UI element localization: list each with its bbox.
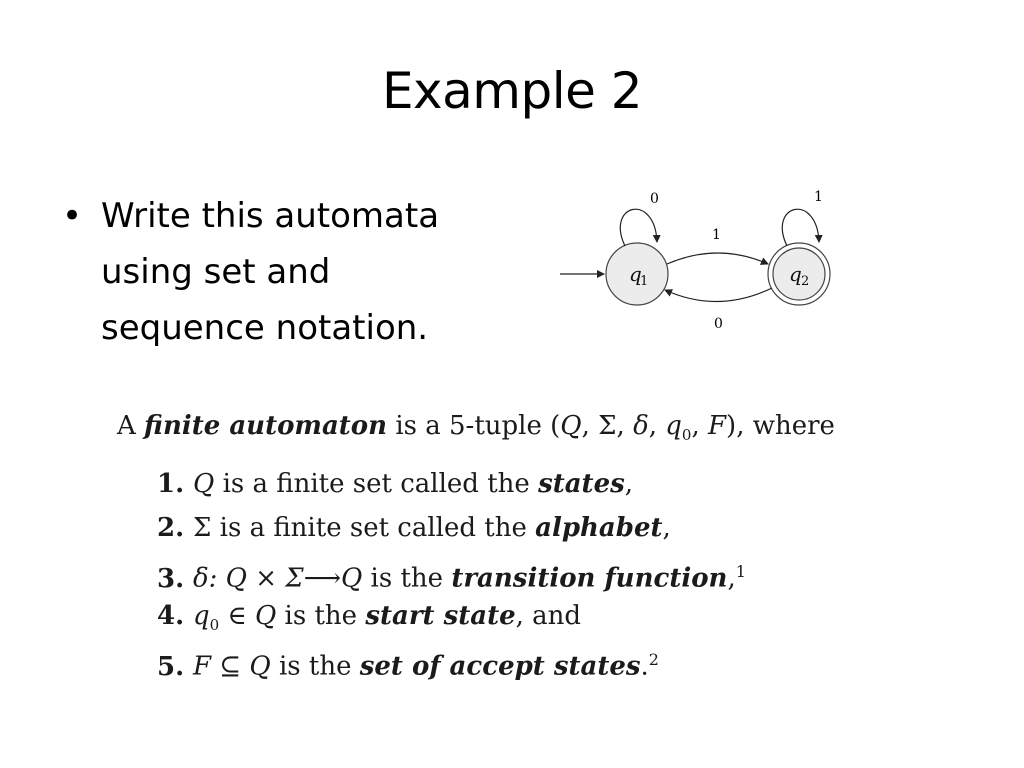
state-q2 xyxy=(768,243,830,305)
state-q1-label: q xyxy=(629,262,642,286)
intro-math: δ xyxy=(633,411,649,441)
item-term: states xyxy=(538,469,625,499)
item-text: is the xyxy=(362,563,452,594)
intro-math: q xyxy=(665,411,682,441)
item-text: is a finite set called the xyxy=(211,513,536,543)
item-math: q xyxy=(193,601,210,631)
item-number: 5. xyxy=(157,651,185,682)
item-number: 2. xyxy=(157,513,185,543)
item-math: δ xyxy=(193,563,209,594)
item-math: ∈ Q xyxy=(219,601,277,631)
intro-term: finite automaton xyxy=(144,411,388,441)
item-text: . xyxy=(640,651,649,682)
item-text: , xyxy=(662,513,671,543)
item-number: 4. xyxy=(157,601,185,631)
loop-q1-symbol: 0 xyxy=(650,191,659,207)
bullet-list xyxy=(58,188,498,356)
state-q2-subscript: 2 xyxy=(801,274,810,289)
item-math: F xyxy=(193,651,212,682)
edge-q2-q1-symbol: 0 xyxy=(714,316,723,332)
definition-item xyxy=(157,638,857,682)
item-math: ⊆ Q xyxy=(211,651,271,682)
definition-item xyxy=(157,550,857,594)
item-term: alphabet xyxy=(535,513,663,543)
bullet-item xyxy=(58,188,498,356)
edge-q1-q2-symbol: 1 xyxy=(712,227,721,243)
item-math: Q xyxy=(193,469,215,499)
footnote-marker: 2 xyxy=(648,650,659,669)
loop-q2-arrow xyxy=(782,209,819,246)
definition-intro xyxy=(117,404,857,448)
item-subscript: 0 xyxy=(209,616,220,635)
state-q1-subscript: 1 xyxy=(640,274,649,289)
item-text: is the xyxy=(270,651,360,682)
intro-text: , xyxy=(648,411,666,441)
bullet-line-1: Write this automata xyxy=(101,196,440,236)
item-term: start state xyxy=(365,601,516,631)
intro-text: A xyxy=(117,411,145,441)
intro-subscript: 0 xyxy=(681,426,692,445)
definition-item xyxy=(157,506,857,550)
automaton-diagram xyxy=(555,184,845,336)
item-text: , and xyxy=(515,601,582,631)
item-math: : Q × Σ⟶Q xyxy=(208,563,363,594)
item-term: set of accept states xyxy=(359,651,641,682)
intro-text: is a 5-tuple ( xyxy=(387,411,561,441)
footnote-marker: 1 xyxy=(735,562,746,581)
definition-item xyxy=(157,594,857,638)
item-text: , xyxy=(727,563,736,594)
intro-math: F xyxy=(708,411,727,441)
loop-q1-arrow xyxy=(620,209,657,246)
definition-item xyxy=(157,462,857,506)
intro-text: , xyxy=(691,411,708,441)
item-text: is a finite set called the xyxy=(214,469,539,499)
bullet-line-2: using set and xyxy=(101,252,331,292)
definition-block xyxy=(117,404,857,682)
bullet-line-3: sequence notation. xyxy=(101,308,429,348)
item-number: 3. xyxy=(157,563,185,594)
item-text: is the xyxy=(276,601,366,631)
intro-text: , Σ, xyxy=(581,411,634,441)
item-math: Σ xyxy=(193,513,212,543)
item-text: , xyxy=(624,469,634,499)
bullet-dot-icon: • xyxy=(62,196,83,236)
intro-text: ), where xyxy=(726,411,835,441)
edge-q1-q2-arrow xyxy=(667,253,768,264)
slide-title: Example 2 xyxy=(381,62,643,120)
state-q2-label: q xyxy=(789,262,802,286)
state-q1 xyxy=(606,243,668,305)
definition-list xyxy=(157,462,857,682)
loop-q2-symbol: 1 xyxy=(814,189,823,205)
item-term: transition function xyxy=(451,563,728,594)
item-number: 1. xyxy=(157,469,185,499)
edge-q2-q1-arrow xyxy=(665,288,772,302)
intro-math: Q xyxy=(560,411,582,441)
